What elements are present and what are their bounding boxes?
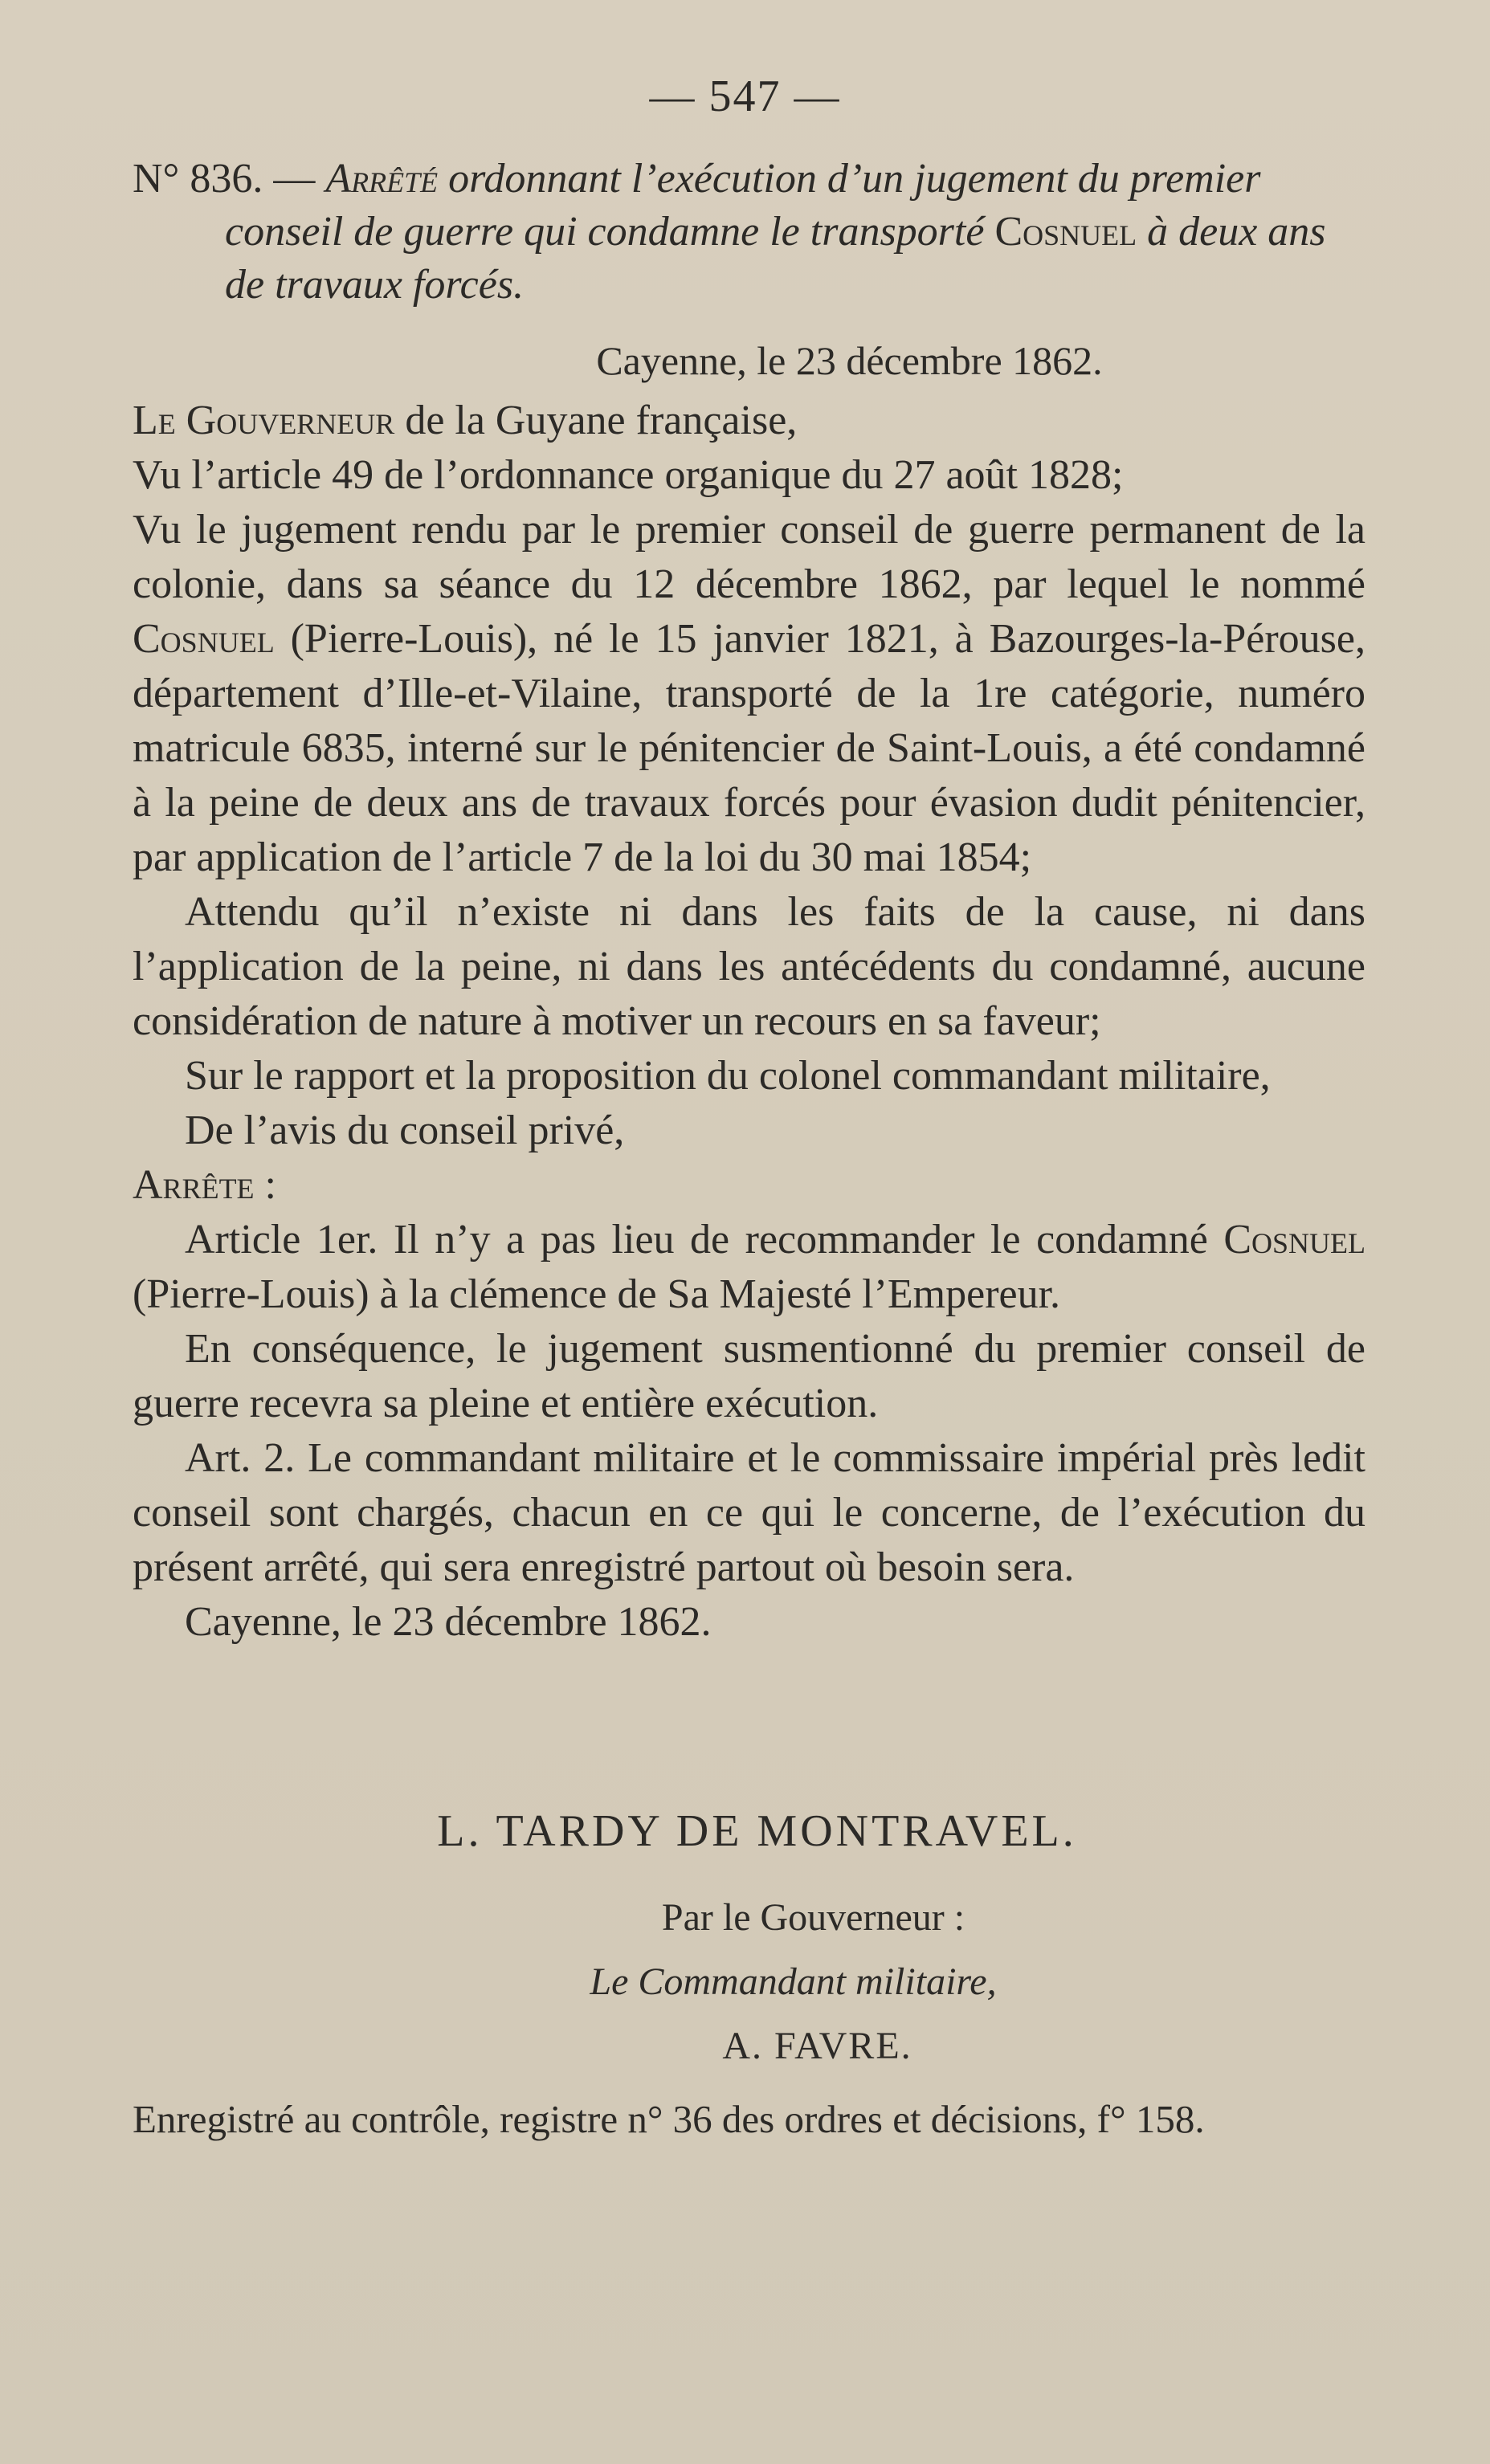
p2-convict-name: Cosnuel (133, 616, 275, 662)
decree-title-word: Arrêté (325, 156, 439, 202)
art1-convict-name: Cosnuel (1223, 1217, 1365, 1263)
paragraph-vu-ordonnance: Vu l’article 49 de l’ordonnance organique du 27 août 1828; (133, 452, 1124, 498)
decree-number: N° 836. — (133, 156, 326, 202)
paragraph-consequence: En conséquence, le jugement susmentionné du premier conseil de guerre recevra sa pleine et entière exécution. (133, 1326, 1365, 1426)
page-number: — 547 — (649, 71, 841, 121)
closing-dateline: Cayenne, le 23 décembre 1862. (185, 1599, 712, 1645)
article-2: Art. 2. Le commandant militaire et le commissaire impérial près ledit conseil sont chargés, chacun en ce qui le concerne, de l’exécution du présent arrêté, qui sera enregistré partout où besoin sera. (133, 1435, 1365, 1590)
decree-title: ordonnant l’exécution d’un jugement du premier conseil de guerre qui condamne le transporté (225, 156, 1261, 255)
registration-note: Enregistré au contrôle, registre n° 36 des ordres et décisions, f° 158. (133, 2097, 1205, 2141)
decree-heading (133, 153, 1361, 312)
by-governor: Par le Gouverneur : (661, 1896, 965, 1939)
paragraph-avis: De l’avis du conseil privé, (185, 1108, 625, 1153)
convict-name: Cosnuel (994, 209, 1137, 255)
decree-body (133, 394, 1365, 1650)
paragraph-rapport: Sur le rapport et la proposition du colonel commandant militaire, (185, 1053, 1271, 1099)
decree-title-end: à deux ans de travaux forcés. (225, 209, 1326, 308)
art1-text-a: Article 1er. Il n’y a pas lieu de recommander le condamné (185, 1217, 1224, 1263)
paragraph-arrete: Arrête : (133, 1162, 276, 1208)
article-1 (133, 1213, 1365, 1322)
favre-signature: A. FAVRE. (722, 2025, 912, 2067)
commandant-role: Le Commandant militaire, (590, 1960, 997, 2003)
dateline: Cayenne, le 23 décembre 1862. (596, 338, 1103, 383)
p2-text-a: Vu le jugement rendu par le premier conseil de guerre permanent de la colonie, dans sa séance du 12 décembre 1862, par lequel le nommé (133, 507, 1365, 607)
governor-signature: L. TARDY DE MONTRAVEL. (437, 1806, 1077, 1856)
paragraph-vu-jugement (133, 503, 1365, 885)
governor-title: Le Gouverneur (133, 398, 395, 443)
paragraph-attendu: Attendu qu’il n’existe ni dans les faits de la cause, ni dans l’application de la peine, ni dans les antécédents du condamné, aucune considération de nature à motiver un recours en sa faveur; (133, 889, 1365, 1044)
p2-text-b: (Pierre-Louis), né le 15 janvier 1821, à Bazourges-la-Pérouse, département d’Ille-et-Vilaine, transporté de la 1re catégorie, numéro matricule 6835, interné sur le pénitencier de Saint-Louis, a été condamné à la peine de deux ans de travaux forcés pour évasion dudit pénitencier, par application de l’article 7 de la loi du 30 mai 1854; (133, 616, 1365, 880)
governor-rest: de la Guyane française, (394, 398, 798, 443)
art1-text-b: (Pierre-Louis) à la clémence de Sa Majesté l’Empereur. (133, 1271, 1061, 1317)
